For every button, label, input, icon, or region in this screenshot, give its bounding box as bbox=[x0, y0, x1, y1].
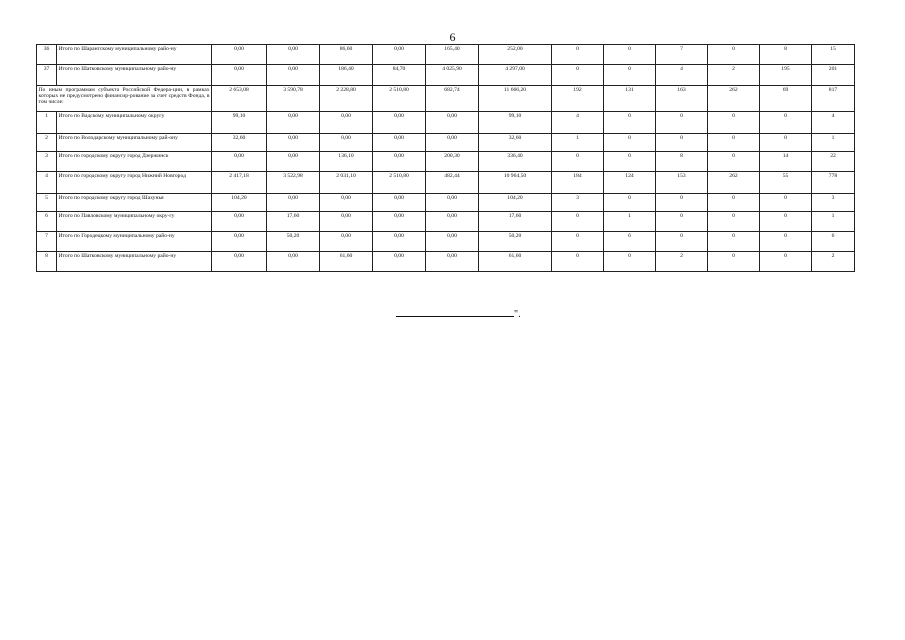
cell-c8: 0 bbox=[604, 194, 656, 212]
cell-c5: 682,74 bbox=[426, 86, 479, 112]
cell-c6: 104,20 bbox=[479, 194, 552, 212]
table-row bbox=[37, 194, 855, 212]
cell-c10: 0 bbox=[708, 252, 760, 272]
cell-c12: 2 bbox=[812, 252, 855, 272]
row-number: 2 bbox=[37, 134, 57, 152]
cell-c7: 0 bbox=[552, 152, 604, 172]
cell-c1: 0,00 bbox=[212, 212, 267, 232]
cell-c8: 131 bbox=[604, 86, 656, 112]
data-table bbox=[36, 44, 855, 272]
cell-c1: 104,20 bbox=[212, 194, 267, 212]
cell-c12: 1 bbox=[812, 212, 855, 232]
cell-c12: 817 bbox=[812, 86, 855, 112]
cell-c10: 0 bbox=[708, 212, 760, 232]
cell-c6: 32,60 bbox=[479, 134, 552, 152]
signature-underline bbox=[396, 307, 514, 317]
cell-c1: 99,10 bbox=[212, 112, 267, 134]
cell-c4: 0,00 bbox=[373, 112, 426, 134]
cell-c5: 0,00 bbox=[426, 212, 479, 232]
cell-c9: 153 bbox=[656, 172, 708, 194]
cell-c8: 0 bbox=[604, 252, 656, 272]
row-number: 6 bbox=[37, 212, 57, 232]
row-number: 37 bbox=[37, 65, 57, 86]
cell-c3: 0,00 bbox=[320, 232, 373, 252]
row-name: Итого по Вадскому муниципальному округу bbox=[57, 112, 212, 134]
cell-c11: 8 bbox=[760, 45, 812, 65]
cell-c2: 0,00 bbox=[267, 112, 320, 134]
cell-c6: 252,00 bbox=[479, 45, 552, 65]
cell-c4: 2 510,80 bbox=[373, 172, 426, 194]
cell-c1: 32,60 bbox=[212, 134, 267, 152]
cell-c10: 0 bbox=[708, 45, 760, 65]
cell-c1: 0,00 bbox=[212, 65, 267, 86]
row-name: Итого по Шатковскому муниципальному райо-ну bbox=[57, 65, 212, 86]
cell-c11: 0 bbox=[760, 112, 812, 134]
cell-c3: 2 031,10 bbox=[320, 172, 373, 194]
cell-c7: 0 bbox=[552, 212, 604, 232]
cell-c6: 4 297,00 bbox=[479, 65, 552, 86]
cell-c10: 0 bbox=[708, 134, 760, 152]
cell-c9: 2 bbox=[656, 252, 708, 272]
cell-c5: 200,30 bbox=[426, 152, 479, 172]
cell-c6: 336,40 bbox=[479, 152, 552, 172]
cell-c5: 0,00 bbox=[426, 194, 479, 212]
cell-c1: 2 417,18 bbox=[212, 172, 267, 194]
cell-c11: 14 bbox=[760, 152, 812, 172]
cell-c8: 0 bbox=[604, 134, 656, 152]
table-row bbox=[37, 152, 855, 172]
cell-c2: 3 590,78 bbox=[267, 86, 320, 112]
cell-c6: 61,60 bbox=[479, 252, 552, 272]
row-number: 1 bbox=[37, 112, 57, 134]
cell-c7: 3 bbox=[552, 194, 604, 212]
cell-c9: 8 bbox=[656, 152, 708, 172]
cell-c12: 6 bbox=[812, 232, 855, 252]
cell-c2: 3 522,98 bbox=[267, 172, 320, 194]
cell-c5: 165,40 bbox=[426, 45, 479, 65]
cell-c2: 50,20 bbox=[267, 232, 320, 252]
cell-c8: 0 bbox=[604, 65, 656, 86]
cell-c7: 0 bbox=[552, 232, 604, 252]
row-number: 4 bbox=[37, 172, 57, 194]
row-name: Итого по городскому округу город Шахунья bbox=[57, 194, 212, 212]
cell-c6: 11 666,20 bbox=[479, 86, 552, 112]
cell-c1: 0,00 bbox=[212, 232, 267, 252]
cell-c11: 195 bbox=[760, 65, 812, 86]
cell-c12: 3 bbox=[812, 194, 855, 212]
cell-c10: 0 bbox=[708, 232, 760, 252]
table-row bbox=[37, 212, 855, 232]
cell-c3: 0,00 bbox=[320, 194, 373, 212]
cell-c11: 55 bbox=[760, 172, 812, 194]
cell-c7: 0 bbox=[552, 65, 604, 86]
table-row bbox=[37, 252, 855, 272]
cell-c2: 17,60 bbox=[267, 212, 320, 232]
row-name: Итого по Павловскому муниципальному окру-гу bbox=[57, 212, 212, 232]
cell-c11: 69 bbox=[760, 86, 812, 112]
cell-c4: 0,00 bbox=[373, 134, 426, 152]
cell-c3: 2 228,80 bbox=[320, 86, 373, 112]
cell-c3: 0,00 bbox=[320, 134, 373, 152]
cell-c8: 0 bbox=[604, 152, 656, 172]
cell-c10: 262 bbox=[708, 86, 760, 112]
cell-c9: 163 bbox=[656, 86, 708, 112]
cell-c3: 61,60 bbox=[320, 252, 373, 272]
cell-c8: 1 bbox=[604, 212, 656, 232]
cell-c3: 186,40 bbox=[320, 65, 373, 86]
cell-c2: 0,00 bbox=[267, 194, 320, 212]
cell-c11: 0 bbox=[760, 232, 812, 252]
cell-c9: 0 bbox=[656, 232, 708, 252]
cell-c6: 10 964,50 bbox=[479, 172, 552, 194]
row-name: Итого по Городецкому муниципальному райо-ну bbox=[57, 232, 212, 252]
cell-c1: 0,00 bbox=[212, 45, 267, 65]
cell-c11: 0 bbox=[760, 134, 812, 152]
cell-c1: 0,00 bbox=[212, 252, 267, 272]
cell-c5: 482,44 bbox=[426, 172, 479, 194]
table-row bbox=[37, 112, 855, 134]
cell-c10: 0 bbox=[708, 112, 760, 134]
cell-c12: 22 bbox=[812, 152, 855, 172]
cell-c2: 0,00 bbox=[267, 65, 320, 86]
cell-c5: 4 025,90 bbox=[426, 65, 479, 86]
cell-c8: 0 bbox=[604, 112, 656, 134]
cell-c10: 0 bbox=[708, 152, 760, 172]
cell-c5: 0,00 bbox=[426, 252, 479, 272]
cell-c4: 0,00 bbox=[373, 45, 426, 65]
cell-c7: 184 bbox=[552, 172, 604, 194]
cell-c3: 136,10 bbox=[320, 152, 373, 172]
cell-c8: 6 bbox=[604, 232, 656, 252]
cell-c6: 17,60 bbox=[479, 212, 552, 232]
cell-c7: 0 bbox=[552, 252, 604, 272]
cell-c5: 0,00 bbox=[426, 112, 479, 134]
row-number: 5 bbox=[37, 194, 57, 212]
cell-c10: 2 bbox=[708, 65, 760, 86]
page-number: 6 bbox=[449, 30, 456, 44]
cell-c7: 192 bbox=[552, 86, 604, 112]
cell-c12: 15 bbox=[812, 45, 855, 65]
table-row bbox=[37, 86, 855, 112]
cell-c5: 0,00 bbox=[426, 232, 479, 252]
cell-c8: 124 bbox=[604, 172, 656, 194]
cell-c9: 0 bbox=[656, 134, 708, 152]
cell-c10: 262 bbox=[708, 172, 760, 194]
cell-c11: 0 bbox=[760, 252, 812, 272]
cell-c7: 0 bbox=[552, 45, 604, 65]
cell-c9: 0 bbox=[656, 194, 708, 212]
cell-c2: 0,00 bbox=[267, 134, 320, 152]
cell-c2: 0,00 bbox=[267, 45, 320, 65]
cell-c2: 0,00 bbox=[267, 152, 320, 172]
row-name: Итого по Шарангскому муниципальному райо-ну bbox=[57, 45, 212, 65]
cell-c4: 0,00 bbox=[373, 194, 426, 212]
cell-c11: 0 bbox=[760, 212, 812, 232]
cell-c12: 201 bbox=[812, 65, 855, 86]
cell-c4: 0,00 bbox=[373, 252, 426, 272]
table-row bbox=[37, 172, 855, 194]
row-number: 7 bbox=[37, 232, 57, 252]
cell-c9: 0 bbox=[656, 112, 708, 134]
row-number: 3 bbox=[37, 152, 57, 172]
row-name: Итого по Шатковскому муниципальному райо-ну bbox=[57, 252, 212, 272]
cell-c9: 4 bbox=[656, 65, 708, 86]
cell-c6: 99,10 bbox=[479, 112, 552, 134]
cell-c12: 4 bbox=[812, 112, 855, 134]
cell-c7: 4 bbox=[552, 112, 604, 134]
table-row bbox=[37, 45, 855, 65]
closing-mark: ". bbox=[514, 309, 521, 320]
section-title: По иным программам субъекта Российской Федера-ции, в рамках которых не предусмотрено финансир-рование за счет средств Фонда, в том числе: bbox=[37, 86, 212, 112]
cell-c4: 0,00 bbox=[373, 232, 426, 252]
row-number: 8 bbox=[37, 252, 57, 272]
table-row bbox=[37, 232, 855, 252]
row-name: Итого по Володарскому муниципальному рай-ону bbox=[57, 134, 212, 152]
cell-c8: 0 bbox=[604, 45, 656, 65]
cell-c12: 778 bbox=[812, 172, 855, 194]
cell-c1: 2 653,08 bbox=[212, 86, 267, 112]
table-row bbox=[37, 65, 855, 86]
table-row bbox=[37, 134, 855, 152]
row-name: Итого по городскому округу город Нижний Новгород bbox=[57, 172, 212, 194]
cell-c12: 1 bbox=[812, 134, 855, 152]
row-name: Итого по городскому округу город Дзержинск bbox=[57, 152, 212, 172]
closing-line bbox=[396, 307, 521, 320]
cell-c9: 7 bbox=[656, 45, 708, 65]
cell-c4: 0,00 bbox=[373, 152, 426, 172]
cell-c2: 0,00 bbox=[267, 252, 320, 272]
row-number: 36 bbox=[37, 45, 57, 65]
cell-c3: 0,00 bbox=[320, 112, 373, 134]
cell-c11: 0 bbox=[760, 194, 812, 212]
cell-c6: 50,20 bbox=[479, 232, 552, 252]
cell-c3: 0,00 bbox=[320, 212, 373, 232]
cell-c7: 1 bbox=[552, 134, 604, 152]
cell-c3: 86,60 bbox=[320, 45, 373, 65]
cell-c1: 0,00 bbox=[212, 152, 267, 172]
cell-c5: 0,00 bbox=[426, 134, 479, 152]
cell-c10: 0 bbox=[708, 194, 760, 212]
cell-c4: 84,70 bbox=[373, 65, 426, 86]
cell-c4: 0,00 bbox=[373, 212, 426, 232]
cell-c4: 2 510,80 bbox=[373, 86, 426, 112]
cell-c9: 0 bbox=[656, 212, 708, 232]
